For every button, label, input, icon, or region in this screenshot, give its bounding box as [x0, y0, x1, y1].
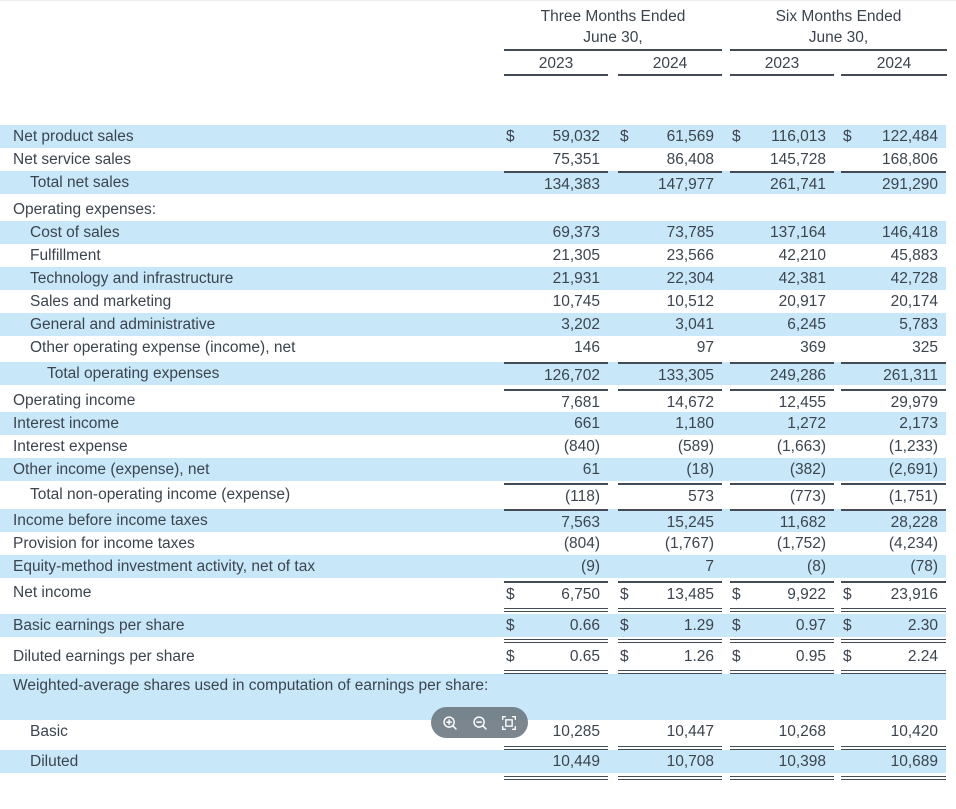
cell-value: 61,569	[666, 128, 714, 145]
value-cell	[618, 389, 722, 412]
value-cell	[730, 720, 834, 743]
value-cell	[730, 198, 834, 221]
cell-value	[745, 674, 826, 720]
value-cell	[504, 148, 608, 171]
value-cell	[841, 221, 946, 244]
value-cell	[618, 336, 722, 359]
cell-value: 10,449	[552, 753, 600, 770]
cell-value	[519, 674, 600, 720]
value-cell	[618, 509, 722, 532]
value-cell	[730, 148, 834, 171]
cell-value: (1,752)	[776, 535, 826, 552]
cell-value: 2.24	[907, 648, 938, 665]
cell-value: 59,032	[552, 128, 600, 145]
cell-value: 23,566	[666, 247, 714, 264]
cell-value	[745, 198, 826, 221]
table-row	[0, 362, 946, 385]
cell-value: (4,234)	[888, 535, 938, 552]
cell-value: 116,013	[771, 128, 826, 145]
double-rule-segment	[730, 639, 834, 643]
period-title: Six Months Ended	[775, 8, 902, 25]
value-cell	[730, 645, 834, 668]
value-cell	[730, 674, 834, 720]
row-label: Cost of sales	[30, 224, 120, 241]
cell-value: 325	[912, 339, 938, 356]
cell-value: (1,233)	[888, 438, 938, 455]
dollar-sign: $	[843, 617, 852, 634]
value-cell	[841, 362, 946, 385]
double-rule-segment	[730, 776, 834, 780]
value-cell	[504, 645, 608, 668]
value-cell	[618, 435, 722, 458]
value-cell	[841, 125, 946, 148]
year-column-header: 2024	[841, 51, 947, 76]
value-cell	[841, 458, 946, 481]
cell-value: 0.97	[795, 617, 826, 634]
row-label: Interest expense	[13, 438, 128, 455]
table-row	[0, 509, 946, 532]
value-cell	[841, 674, 946, 720]
income-statement-table	[0, 125, 946, 780]
value-cell	[618, 125, 722, 148]
header-spacer	[0, 6, 504, 76]
cell-value: 6,750	[561, 586, 600, 603]
table-header	[0, 1, 956, 76]
value-cell	[841, 171, 946, 194]
cell-value: 10,689	[890, 753, 938, 770]
value-cell	[618, 555, 722, 578]
cell-value: 168,806	[881, 151, 938, 168]
value-cell	[730, 532, 834, 555]
zoom-out-button[interactable]	[469, 712, 491, 734]
value-cell	[504, 435, 608, 458]
dollar-sign: $	[506, 128, 515, 145]
cell-value: 10,447	[666, 723, 714, 740]
dollar-sign: $	[506, 648, 515, 665]
cell-value	[856, 198, 938, 221]
cell-value: 13,485	[666, 586, 714, 603]
value-cell	[618, 290, 722, 313]
value-cell	[841, 198, 946, 221]
value-cell	[841, 336, 946, 359]
cell-value: 146,418	[881, 224, 938, 241]
row-label: Total net sales	[30, 174, 130, 191]
row-label: Diluted	[30, 753, 79, 770]
cell-value: 20,917	[778, 293, 826, 310]
cell-value: (589)	[677, 438, 714, 455]
value-cell	[730, 125, 834, 148]
value-cell	[504, 389, 608, 412]
value-cell	[730, 313, 834, 336]
dollar-sign: $	[506, 617, 515, 634]
value-cell	[618, 148, 722, 171]
dollar-sign: $	[620, 586, 629, 603]
cell-value: 69,373	[552, 224, 600, 241]
value-cell	[618, 750, 722, 773]
value-cell	[841, 581, 946, 604]
value-cell	[730, 244, 834, 267]
year-column-header: 2023	[730, 51, 834, 76]
double-rule-segment	[504, 639, 608, 643]
cell-value: (773)	[789, 488, 826, 505]
cell-value: 42,381	[778, 270, 826, 287]
value-cell	[504, 581, 608, 604]
cell-value: 10,708	[666, 753, 714, 770]
cell-value	[519, 198, 600, 221]
cell-value: 134,383	[543, 176, 600, 193]
table-row	[0, 267, 946, 290]
cell-value: 291,290	[881, 176, 938, 193]
value-cell	[730, 458, 834, 481]
row-label: Total non-operating income (expense)	[30, 486, 291, 503]
value-cell	[504, 198, 608, 221]
value-cell	[618, 171, 722, 194]
zoom-in-button[interactable]	[439, 712, 461, 734]
table-row	[0, 435, 946, 458]
value-cell	[504, 483, 608, 506]
table-row	[0, 412, 946, 435]
value-cell	[504, 362, 608, 385]
cell-value: 10,420	[890, 723, 938, 740]
cell-value: 15,245	[666, 514, 714, 531]
double-rule-segment	[618, 608, 722, 612]
cell-value: (8)	[807, 558, 826, 575]
table-row	[0, 645, 946, 668]
table-row	[0, 125, 946, 148]
table-row	[0, 336, 946, 359]
period-title: Three Months Ended	[540, 8, 686, 25]
table-row	[0, 581, 946, 604]
value-cell	[618, 221, 722, 244]
value-cell	[618, 581, 722, 604]
cell-value: 29,979	[890, 394, 938, 411]
double-rule	[0, 639, 946, 643]
table-row	[0, 532, 946, 555]
cell-value: (382)	[789, 461, 826, 478]
row-label: Diluted earnings per share	[13, 648, 195, 665]
cell-value: 22,304	[666, 270, 714, 287]
value-cell	[618, 458, 722, 481]
cell-value: 21,931	[552, 270, 600, 287]
cell-value: 1,180	[675, 415, 714, 432]
value-cell	[841, 389, 946, 412]
cell-value: 10,512	[666, 293, 714, 310]
cell-value: 45,883	[890, 247, 938, 264]
value-cell	[504, 267, 608, 290]
cell-value: 3,041	[675, 316, 714, 333]
cell-value: 1,272	[787, 415, 826, 432]
cell-value: 7,563	[561, 514, 600, 531]
value-cell	[730, 435, 834, 458]
cell-value: (2,691)	[888, 461, 938, 478]
value-cell	[730, 483, 834, 506]
row-label: Interest income	[13, 415, 119, 432]
fit-to-page-icon	[500, 714, 518, 732]
cell-value: 2,173	[899, 415, 938, 432]
value-cell	[730, 290, 834, 313]
cell-value: 10,398	[778, 753, 826, 770]
cell-value: (78)	[910, 558, 938, 575]
value-cell	[618, 198, 722, 221]
value-cell	[504, 290, 608, 313]
row-label: Net product sales	[13, 128, 134, 145]
value-cell	[730, 267, 834, 290]
value-cell	[841, 148, 946, 171]
value-cell	[618, 362, 722, 385]
cell-value: 73,785	[666, 224, 714, 241]
cell-value: (18)	[686, 461, 714, 478]
cell-value: 1.26	[683, 648, 714, 665]
double-rule-segment	[841, 608, 946, 612]
value-cell	[841, 532, 946, 555]
cell-value: 147,977	[657, 176, 714, 193]
cell-value: 61	[582, 461, 600, 478]
value-cell	[618, 313, 722, 336]
cell-value: 137,164	[769, 224, 826, 241]
value-cell	[841, 267, 946, 290]
value-cell	[730, 555, 834, 578]
period-group-three-months	[504, 6, 722, 76]
double-rule	[0, 608, 946, 612]
year-columns	[504, 51, 722, 76]
cell-value: (1,751)	[888, 488, 938, 505]
cell-value: 86,408	[666, 151, 714, 168]
row-label: Other operating expense (income), net	[30, 339, 296, 356]
dollar-sign: $	[620, 128, 629, 145]
row-label: Total operating expenses	[47, 365, 220, 382]
double-rule-segment	[841, 776, 946, 780]
dollar-sign: $	[843, 586, 852, 603]
cell-value: 126,702	[543, 367, 600, 384]
value-cell	[730, 389, 834, 412]
cell-value: 42,210	[778, 247, 826, 264]
cell-value: (9)	[581, 558, 600, 575]
value-cell	[504, 244, 608, 267]
cell-value: 1.29	[683, 617, 714, 634]
row-label: Operating expenses:	[13, 201, 157, 218]
value-cell	[618, 720, 722, 743]
value-cell	[730, 221, 834, 244]
cell-value: 42,728	[890, 270, 938, 287]
cell-value: 146	[574, 339, 600, 356]
table-row	[0, 221, 946, 244]
row-label: Income before income taxes	[13, 512, 208, 529]
row-label: Basic	[30, 723, 68, 740]
table-row	[0, 483, 946, 506]
cell-value: 28,228	[890, 514, 938, 531]
value-cell	[841, 483, 946, 506]
value-cell	[618, 532, 722, 555]
value-cell	[841, 645, 946, 668]
value-cell	[841, 720, 946, 743]
value-cell	[504, 336, 608, 359]
double-rule-segment	[504, 608, 608, 612]
value-cell	[841, 435, 946, 458]
value-cell	[841, 614, 946, 637]
value-cell	[504, 221, 608, 244]
value-cell	[618, 645, 722, 668]
value-cell	[618, 614, 722, 637]
table-row	[0, 171, 946, 194]
cell-value: 11,682	[779, 514, 826, 531]
value-cell	[504, 125, 608, 148]
cell-value	[856, 674, 938, 720]
row-label: Technology and infrastructure	[30, 270, 234, 287]
value-cell	[504, 171, 608, 194]
dollar-sign: $	[620, 648, 629, 665]
table-row	[0, 614, 946, 637]
cell-value: 21,305	[552, 247, 600, 264]
cell-value: 75,351	[552, 151, 600, 168]
value-cell	[730, 171, 834, 194]
cell-value: (118)	[564, 488, 600, 505]
dollar-sign: $	[506, 586, 515, 603]
period-subtitle: June 30,	[504, 28, 722, 51]
value-cell	[504, 555, 608, 578]
cell-value: (1,663)	[776, 438, 826, 455]
value-cell	[504, 458, 608, 481]
value-cell	[730, 336, 834, 359]
row-label: Provision for income taxes	[13, 535, 195, 552]
double-rule-segment	[730, 608, 834, 612]
value-cell	[730, 581, 834, 604]
dollar-sign: $	[732, 128, 741, 145]
cell-value: 20,174	[890, 293, 938, 310]
cell-value	[633, 198, 714, 221]
cell-value: 14,672	[666, 394, 714, 411]
table-row	[0, 313, 946, 336]
year-columns	[730, 51, 947, 76]
dollar-sign: $	[732, 648, 741, 665]
double-rule-segment	[618, 776, 722, 780]
value-cell	[841, 290, 946, 313]
cell-value: 261,311	[883, 367, 938, 384]
cell-value	[633, 674, 714, 720]
cell-value: 10,285	[552, 723, 600, 740]
cell-value: 23,916	[890, 586, 938, 603]
value-cell	[841, 555, 946, 578]
cell-value: (840)	[563, 438, 600, 455]
double-rule-segment	[618, 639, 722, 643]
table-row	[0, 458, 946, 481]
fit-to-page-button[interactable]	[498, 712, 520, 734]
cell-value: 7,681	[561, 394, 600, 411]
value-cell	[730, 412, 834, 435]
table-row	[0, 290, 946, 313]
row-label: Other income (expense), net	[13, 461, 210, 478]
cell-value: 3,202	[561, 316, 600, 333]
value-cell	[841, 509, 946, 532]
cell-value: 6,245	[787, 316, 826, 333]
table-row	[0, 244, 946, 267]
cell-value: 10,745	[552, 293, 600, 310]
value-cell	[618, 267, 722, 290]
row-label: Operating income	[13, 392, 136, 409]
row-label: Equity-method investment activity, net of tax	[13, 558, 316, 575]
value-cell	[841, 244, 946, 267]
row-label: Net income	[13, 584, 92, 601]
double-rule-segment	[504, 776, 608, 780]
value-cell	[504, 614, 608, 637]
dollar-sign: $	[843, 648, 852, 665]
row-label: Net service sales	[13, 151, 132, 168]
row-label: Weighted-average shares used in computation of earnings per share:	[13, 677, 489, 694]
value-cell	[618, 483, 722, 506]
cell-value: 0.95	[795, 648, 826, 665]
value-cell	[504, 750, 608, 773]
table-row	[0, 198, 946, 221]
value-cell	[730, 509, 834, 532]
cell-value: 5,783	[899, 316, 938, 333]
value-cell	[730, 614, 834, 637]
value-cell	[504, 509, 608, 532]
cell-value: 661	[574, 415, 600, 432]
table-row	[0, 389, 946, 412]
table-row	[0, 750, 946, 773]
cell-value: 261,741	[769, 176, 826, 193]
cell-value: 7	[705, 558, 714, 575]
value-cell	[730, 750, 834, 773]
value-cell	[841, 412, 946, 435]
cell-value: 133,305	[657, 367, 714, 384]
row-label: General and administrative	[30, 316, 216, 333]
value-cell	[504, 313, 608, 336]
zoom-out-icon	[471, 714, 489, 732]
cell-value: (804)	[563, 535, 600, 552]
value-cell	[841, 750, 946, 773]
period-group-six-months	[730, 6, 947, 76]
value-cell	[618, 412, 722, 435]
cell-value: 0.66	[569, 617, 600, 634]
cell-value: (1,767)	[664, 535, 714, 552]
dollar-sign: $	[843, 128, 852, 145]
year-column-header: 2023	[504, 51, 608, 76]
table-row	[0, 148, 946, 171]
cell-value: 0.65	[569, 648, 600, 665]
double-rule-segment	[841, 639, 946, 643]
zoom-in-icon	[441, 714, 459, 732]
cell-value: 573	[688, 488, 714, 505]
value-cell	[730, 362, 834, 385]
value-cell	[618, 244, 722, 267]
row-label: Basic earnings per share	[13, 617, 185, 634]
value-cell	[841, 313, 946, 336]
dollar-sign: $	[732, 586, 741, 603]
cell-value: 2.30	[907, 617, 938, 634]
double-rule	[0, 776, 946, 780]
cell-value: 9,922	[787, 586, 826, 603]
zoom-toolbar[interactable]	[431, 707, 528, 738]
cell-value: 97	[696, 339, 714, 356]
row-label: Sales and marketing	[30, 293, 172, 310]
cell-value: 12,455	[778, 394, 826, 411]
cell-value: 122,484	[881, 128, 938, 145]
value-cell	[504, 412, 608, 435]
period-subtitle: June 30,	[730, 28, 947, 51]
row-label: Fulfillment	[30, 247, 101, 264]
dollar-sign: $	[732, 617, 741, 634]
cell-value: 145,728	[769, 151, 826, 168]
cell-value: 249,286	[769, 367, 826, 384]
value-cell	[618, 674, 722, 720]
table-row	[0, 555, 946, 578]
cell-value: 369	[800, 339, 826, 356]
dollar-sign: $	[620, 617, 629, 634]
cell-value: 10,268	[778, 723, 826, 740]
value-cell	[504, 532, 608, 555]
year-column-header: 2024	[618, 51, 722, 76]
